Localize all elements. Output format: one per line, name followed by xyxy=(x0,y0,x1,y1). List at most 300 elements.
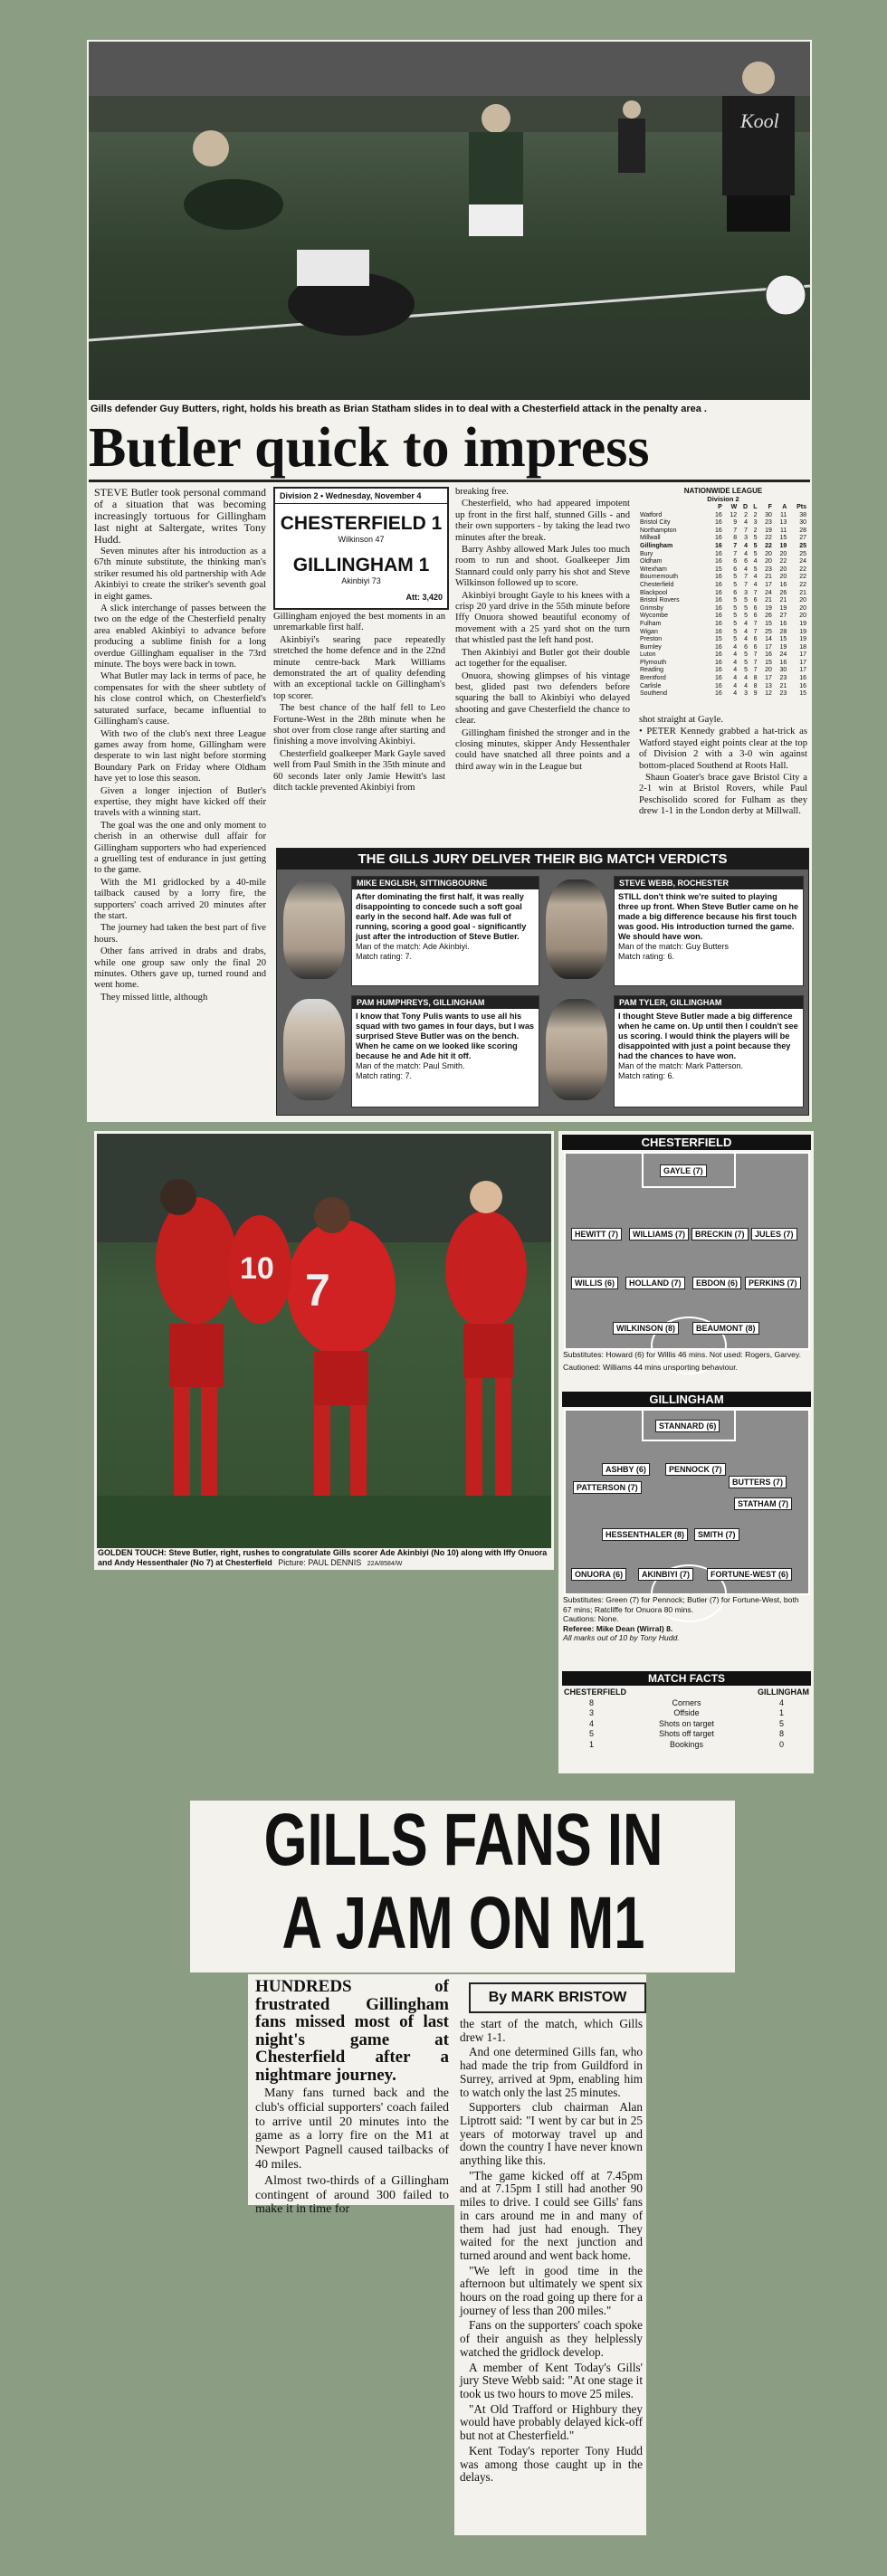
article-para: The journey had taken the best part of five hours. xyxy=(94,923,266,945)
subs-text: Substitutes: Green (7) for Pennock; Butler (7) for Fortune-West, both 67 mins; Ratcliffe for Onuora 80 mins. xyxy=(563,1595,799,1614)
player-label: HOLLAND (7) xyxy=(625,1277,685,1289)
league-cell: 5 xyxy=(744,613,748,620)
league-cell: 4 xyxy=(733,643,738,651)
league-cell: 19 xyxy=(799,628,806,635)
league-cell: 5 xyxy=(733,620,738,627)
player-label: PENNOCK (7) xyxy=(665,1463,726,1476)
league-cell: 16 xyxy=(714,675,722,682)
league-cell: 6 xyxy=(753,636,758,643)
facts-cell: Shots on target xyxy=(658,1718,715,1728)
jury-quote-box xyxy=(351,995,539,1107)
juror-rating: Match rating: 7. xyxy=(356,952,413,961)
celebration-photo xyxy=(97,1134,551,1548)
gillingham-pitch xyxy=(564,1409,810,1595)
jury-entry-2 xyxy=(543,874,805,988)
juror-rating: Match rating: 6. xyxy=(618,1071,675,1080)
league-header-cell: Pts xyxy=(796,504,806,510)
league-cell: 5 xyxy=(744,597,748,604)
league-cell: 2 xyxy=(744,511,748,518)
player-label: ASHBY (6) xyxy=(602,1463,650,1476)
league-cell: 16 xyxy=(765,651,772,659)
article-para: A slick interchange of passes between the two on the edge of the Chesterfield penalty area enabled Akinbiyi to advance before producing a sublime finish for a long overdue Gillingham equaliser in the 73rd minute. The boys were back in town. xyxy=(94,604,266,670)
league-cell: 16 xyxy=(714,651,722,659)
league-cell: 20 xyxy=(765,550,772,557)
league-cell: 3 xyxy=(753,519,758,527)
league-cell: 6 xyxy=(753,597,758,604)
league-cell: 24 xyxy=(779,651,787,659)
league-cell: Bury xyxy=(640,550,653,557)
article-para: Supporters club chairman Alan Liptrott said: "I went by car but in 25 years of motorway travel up and down the country I have never known anything like this. xyxy=(460,2100,643,2168)
match-facts xyxy=(562,1671,811,1750)
league-row xyxy=(639,512,807,520)
league-cell: 9 xyxy=(733,519,738,527)
article-para: Barry Ashby allowed Mark Jules too much room to run and shoot. Goalkeeper Jim Stannard could only parry his shot and Steve Wilkinson followed up to score. xyxy=(455,545,630,589)
league-cell: Chesterfield xyxy=(640,581,674,588)
juror-motm: Man of the match: Mark Patterson. xyxy=(618,1061,744,1070)
gillingham-subs xyxy=(563,1595,809,1643)
second-headline-line-1: GILLS FANS IN xyxy=(263,1799,663,1881)
league-cell: Bristol City xyxy=(640,519,671,527)
league-cell: 4 xyxy=(744,519,748,527)
league-cell: 2 xyxy=(753,511,758,518)
division-line: Division 2 • Wednesday, November 4 xyxy=(275,489,447,504)
league-subtitle: Division 2 xyxy=(707,495,739,503)
player-label: FORTUNE-WEST (6) xyxy=(707,1568,792,1581)
league-cell: Millwall xyxy=(640,535,661,542)
league-cell: 2 xyxy=(753,527,758,534)
league-cell: 7 xyxy=(733,542,738,549)
article-para: Chesterfield goalkeeper Mark Gayle saved well from Paul Smith in the 35th minute and 60 seconds later only Jamie Hewitt's last ditch tackle prevented Akinbiyi from xyxy=(273,748,445,794)
main-headline: Butler quick to impress xyxy=(89,417,650,479)
league-cell: 16 xyxy=(714,643,722,651)
league-cell: 4 xyxy=(744,682,748,689)
league-cell: Watford xyxy=(640,511,663,518)
player-label: WILLIAMS (7) xyxy=(629,1228,689,1240)
league-row xyxy=(639,644,807,652)
home-scorer: Wilkinson 47 xyxy=(338,535,385,544)
league-row xyxy=(639,574,807,582)
league-row xyxy=(639,590,807,598)
league-row xyxy=(639,690,807,699)
league-cell: 13 xyxy=(765,682,772,689)
facts-away-header: GILLINGHAM xyxy=(758,1687,809,1697)
league-cell: 25 xyxy=(799,542,806,549)
league-cell: 5 xyxy=(744,667,748,674)
league-cell: 4 xyxy=(733,667,738,674)
league-cell: 4 xyxy=(733,682,738,689)
league-cell: 5 xyxy=(744,659,748,666)
league-cell: 17 xyxy=(765,581,772,588)
facts-cell: 3 xyxy=(589,1708,595,1717)
second-headline xyxy=(192,1799,735,1965)
league-cell: 7 xyxy=(753,620,758,627)
league-cell: 16 xyxy=(714,690,722,698)
league-cell: 25 xyxy=(765,628,772,635)
league-cell: 19 xyxy=(779,643,787,651)
article-para: Other fans arrived in drabs and drabs, while one group saw only the final 20 minutes. Others gave up, turned round and went home. xyxy=(94,946,266,991)
referee-text: Referee: Mike Dean (Wirral) 8. xyxy=(563,1623,673,1633)
facts-row xyxy=(562,1719,811,1730)
league-cell: 16 xyxy=(714,589,722,596)
league-cell: 15 xyxy=(765,620,772,627)
picture-credit: Picture: PAUL DENNIS xyxy=(278,1558,362,1567)
league-cell: 5 xyxy=(733,636,738,643)
league-cell: 27 xyxy=(779,613,787,620)
league-row xyxy=(639,605,807,613)
league-cell: 5 xyxy=(744,651,748,659)
juror-photo xyxy=(546,879,607,979)
league-cell: 22 xyxy=(799,581,806,588)
article-para: Given a longer injection of Butler's expertise, they might have kicked off their travels with a winning start. xyxy=(94,785,266,819)
league-cell: 4 xyxy=(733,675,738,682)
league-table-box xyxy=(639,487,807,699)
league-cell: 16 xyxy=(714,558,722,566)
league-cell: 16 xyxy=(714,604,722,612)
league-cell: 6 xyxy=(744,643,748,651)
league-cell: 8 xyxy=(753,682,758,689)
article-para: Many fans turned back and the club's official supporters' coach failed to arrive until 20 minutes into the game as a lorry fire on the M1 at Newport Pagnell caused tailbacks of 40 miles. xyxy=(255,2086,449,2172)
league-row xyxy=(639,675,807,683)
league-cell: Plymouth xyxy=(640,659,667,666)
player-label: GAYLE (7) xyxy=(660,1164,707,1177)
league-cell: Burnley xyxy=(640,643,662,651)
league-cell: 19 xyxy=(765,527,772,534)
league-cell: 20 xyxy=(765,558,772,566)
league-cell: 15 xyxy=(714,566,722,573)
league-cell: 6 xyxy=(753,643,758,651)
league-cell: 16 xyxy=(799,675,806,682)
league-cell: Reading xyxy=(640,667,664,674)
league-cell: 7 xyxy=(744,581,748,588)
league-cell: 6 xyxy=(753,613,758,620)
facts-spacer xyxy=(644,1687,730,1698)
away-team-score: GILLINGHAM 1 xyxy=(292,555,430,575)
league-cell: Wigan xyxy=(640,628,658,635)
juror-name: MIKE ENGLISH, SITTINGBOURNE xyxy=(352,877,539,889)
league-cell: 16 xyxy=(714,667,722,674)
league-cell: 16 xyxy=(779,581,787,588)
league-row xyxy=(639,629,807,637)
league-cell: 30 xyxy=(779,667,787,674)
jury-entry-3 xyxy=(281,993,539,1109)
league-cell: 22 xyxy=(799,574,806,581)
league-cell: 4 xyxy=(744,550,748,557)
caption-text: GOLDEN TOUCH: Steve Butler, right, rushes to congratulate Gills scorer Ade Akinbiyi (No 10) along with Iffy Onuora and Andy Hessenthaler (No 7) at Chesterfield xyxy=(98,1548,548,1567)
player-label: HEWITT (7) xyxy=(571,1228,622,1240)
league-cell: Bournemouth xyxy=(640,574,679,581)
league-cell: 4 xyxy=(753,574,758,581)
juror-name: PAM HUMPHREYS, GILLINGHAM xyxy=(352,996,539,1009)
article-para: A member of Kent Today's Gills' jury Steve Webb said: "At one stage it took us two hours to move 25 miles. xyxy=(460,2360,643,2400)
svg-text:7: 7 xyxy=(305,1265,330,1316)
league-cell: 5 xyxy=(753,535,758,542)
league-row xyxy=(639,667,807,675)
league-row xyxy=(639,651,807,660)
league-cell: 5 xyxy=(744,604,748,612)
league-cell: 22 xyxy=(779,558,787,566)
league-cell: 23 xyxy=(779,675,787,682)
league-cell: 22 xyxy=(765,542,772,549)
league-cell: 5 xyxy=(733,613,738,620)
league-cell: 18 xyxy=(799,643,806,651)
scorebox xyxy=(273,487,449,610)
league-cell: Gillingham xyxy=(640,542,673,549)
league-cell: 15 xyxy=(779,636,787,643)
league-cell: 6 xyxy=(744,558,748,566)
league-cell: 7 xyxy=(753,589,758,596)
league-cell: 14 xyxy=(765,636,772,643)
league-cell: 16 xyxy=(714,597,722,604)
league-cell: 5 xyxy=(733,581,738,588)
jury-entry-1 xyxy=(281,874,539,988)
league-cell: 12 xyxy=(765,690,772,698)
league-cell: 7 xyxy=(753,651,758,659)
league-cell: 5 xyxy=(733,597,738,604)
celebration-image xyxy=(97,1134,551,1548)
article-para: What Butler may lack in terms of pace, he compensates for with the sheer subtlety of his close control which, on Chesterfield's saturated surface, became influential to Gillingham's cause. xyxy=(94,671,266,727)
league-row xyxy=(639,683,807,691)
league-cell: 21 xyxy=(765,597,772,604)
jury-panel xyxy=(276,848,809,1116)
player-label: PATTERSON (7) xyxy=(573,1481,642,1494)
league-cell: 24 xyxy=(765,589,772,596)
article-para: the start of the match, which Gills drew 1-1. xyxy=(460,2017,643,2044)
league-cell: 17 xyxy=(799,651,806,659)
article-para: "We left in good time in the afternoon but ultimately we spent six hours on the road going up there for a journey of less than 200 miles." xyxy=(460,2263,643,2317)
article-col-2 xyxy=(273,612,445,795)
league-cell: Southend xyxy=(640,690,667,698)
league-row xyxy=(639,519,807,528)
article-para: "At Old Trafford or Highbury they would have probably delayed kick-off but not at Chesterfield." xyxy=(460,2401,643,2443)
league-cell: 5 xyxy=(753,542,758,549)
league-cell: 4 xyxy=(744,566,748,573)
player-label: HESSENTHALER (8) xyxy=(602,1528,688,1541)
league-cell: 15 xyxy=(714,636,722,643)
league-cell: 16 xyxy=(714,527,722,534)
league-cell: 20 xyxy=(779,566,787,573)
league-header-cell: L xyxy=(753,504,758,510)
headline-rule xyxy=(89,480,810,482)
attendance: Att: 3,420 xyxy=(405,593,443,602)
league-cell: Luton xyxy=(640,651,656,659)
league-cell: 12 xyxy=(730,511,738,518)
facts-cell: 8 xyxy=(778,1729,784,1738)
article-para: • PETER Kennedy grabbed a hat-trick as Watford stayed eight points clear at the top of Division 2 with a 3-0 win against bottom-placed Southend at Roots Hall. xyxy=(639,727,807,771)
league-cell: 7 xyxy=(753,659,758,666)
league-cell: 11 xyxy=(780,527,787,534)
article-para: shot straight at Gayle. xyxy=(639,715,723,725)
article-para: STEVE Butler took personal command of a situation that was becoming increasingly tortuous for Gillingham last night at Saltergate, writes Tony Hudd. xyxy=(94,486,266,546)
article-para: And one determined Gills fan, who had made the trip from Guildford in Surrey, arrived at 9pm, enabling him to watch only the last 25 minutes. xyxy=(460,2045,643,2099)
match-facts-table xyxy=(562,1687,811,1750)
league-cell: 4 xyxy=(744,636,748,643)
league-cell: 38 xyxy=(799,511,806,518)
league-cell: 5 xyxy=(733,574,738,581)
jury-quote-box xyxy=(614,995,804,1107)
league-cell: 20 xyxy=(779,574,787,581)
league-cell: 20 xyxy=(799,613,806,620)
league-header-cell: W xyxy=(730,504,738,510)
league-cell: 5 xyxy=(733,604,738,612)
league-cell: 6 xyxy=(733,589,738,596)
article-para: Kent Today's reporter Tony Hudd was among those caught up in the delays. xyxy=(460,2443,643,2485)
facts-cell: 1 xyxy=(778,1708,784,1717)
league-cell: 20 xyxy=(779,550,787,557)
league-cell: 16 xyxy=(714,628,722,635)
player-label: JULES (7) xyxy=(751,1228,797,1240)
article-para: Akinbiyi's searing pace repeatedly stretched the home defence and in the 22nd minute centre-back Mark Williams demonstrated the art of quality defending with an exceptional tackle on Gillingham's top scorer. xyxy=(273,634,445,701)
jury-quote-box xyxy=(614,876,804,986)
league-header-cell: P xyxy=(718,504,722,510)
juror-photo xyxy=(283,879,345,979)
player-label: WILKINSON (8) xyxy=(613,1322,679,1335)
league-cell: 6 xyxy=(733,566,738,573)
league-cell: 13 xyxy=(779,519,787,527)
league-header-cell: D xyxy=(742,504,748,510)
league-cell: 16 xyxy=(779,659,787,666)
juror-quote: I know that Tony Pulis wants to use all his squad with two games in four days, but I was surprised Steve Butler was on the bench. When he came on we looked like scoring because he and Ade hit it off. xyxy=(356,1012,535,1060)
jury-quote-box xyxy=(351,876,539,986)
league-cell: Blackpool xyxy=(640,589,668,596)
player-label: STANNARD (6) xyxy=(655,1420,720,1432)
article-para: Seven minutes after his introduction as a 67th minute substitute, the thinking man's striker resumed his old partnership with Ade Akinbiyi to create the striker's seventh goal in eight games. xyxy=(94,547,266,602)
subs-text: Substitutes: Howard (6) for Willis 46 mins. Not used: Rogers, Garvey. xyxy=(563,1350,801,1359)
player-label: BEAUMONT (8) xyxy=(692,1322,759,1335)
league-cell: 4 xyxy=(733,690,738,698)
facts-row xyxy=(562,1708,811,1719)
league-cell: 15 xyxy=(779,535,787,542)
league-cell: 4 xyxy=(744,628,748,635)
facts-cell: 8 xyxy=(589,1697,595,1707)
league-cell: 21 xyxy=(765,574,772,581)
league-cell: 17 xyxy=(799,659,806,666)
league-row xyxy=(639,613,807,621)
league-cell: 15 xyxy=(765,659,772,666)
league-cell: 4 xyxy=(733,659,738,666)
league-cell: 4 xyxy=(753,558,758,566)
league-cell: 4 xyxy=(744,620,748,627)
home-team-score: CHESTERFIELD 1 xyxy=(280,513,443,534)
league-cell: 20 xyxy=(799,597,806,604)
league-cell: 17 xyxy=(765,675,772,682)
league-cell: 22 xyxy=(765,535,772,542)
juror-quote: After dominating the first half, it was really disappointing to concede such a soft goal early in the second half. Ade was full of running, scoring a good goal - significantly just after the introduction of Steve Butler. xyxy=(356,892,527,941)
league-cell: 3 xyxy=(744,690,748,698)
league-cell: Fulham xyxy=(640,620,662,627)
league-cell: 19 xyxy=(799,620,806,627)
league-cell: 17 xyxy=(799,667,806,674)
league-cell: 19 xyxy=(799,636,806,643)
league-cell: 16 xyxy=(714,659,722,666)
article-para: They missed little, although xyxy=(100,992,208,1003)
facts-cell: 4 xyxy=(778,1697,784,1707)
league-cell: 9 xyxy=(753,690,758,698)
juror-quote: STILL don't think we're suited to playing three up front. When Steve Butler came on he made a big difference because his first touch was good. His introduction turned the game. We should have won. xyxy=(618,892,799,941)
gillingham-title: GILLINGHAM xyxy=(562,1392,811,1407)
league-cell: 16 xyxy=(714,682,722,689)
chesterfield-subs xyxy=(563,1350,809,1372)
article-para: Onuora, showing glimpses of his vintage best, glided past two defenders before squaring the ball to Akinbiyi who delayed shooting and gave Chesterfield the chance to clear. xyxy=(455,670,630,727)
football-action-image xyxy=(89,42,810,400)
league-cell: 7 xyxy=(753,628,758,635)
league-cell: 7 xyxy=(733,527,738,534)
article-para: Akinbiyi brought Gayle to his knees with a crisp 20 yard drive in the 55th minute before Iffy Onuora showed beautiful economy of movement with a 25 yard shot on the turn that whistled past the left hand post. xyxy=(455,590,630,646)
league-cell: 16 xyxy=(714,519,722,527)
league-cell: 5 xyxy=(753,550,758,557)
league-cell: 4 xyxy=(733,651,738,659)
league-cell: Bristol Rovers xyxy=(640,597,680,604)
article-para: With the M1 gridlocked by a 40-mile tailback caused by a lorry fire, the supporters' coach arrived 20 minutes after the start. xyxy=(94,877,266,921)
cautioned-text: Cautioned: Williams 44 mins unsporting behaviour. xyxy=(563,1362,738,1372)
league-cell: 30 xyxy=(799,519,806,527)
league-cell: 16 xyxy=(714,574,722,581)
svg-text:10: 10 xyxy=(240,1251,274,1286)
article-para: breaking free. xyxy=(455,487,509,497)
player-label: PERKINS (7) xyxy=(745,1277,801,1289)
league-row xyxy=(639,551,807,559)
league-row xyxy=(639,660,807,668)
chesterfield-pitch xyxy=(564,1152,810,1350)
league-cell: 23 xyxy=(765,519,772,527)
league-cell: 20 xyxy=(799,604,806,612)
juror-name: STEVE WEBB, ROCHESTER xyxy=(615,877,803,889)
league-row xyxy=(639,543,807,551)
marks-note: All marks out of 10 by Tony Hudd. xyxy=(563,1633,680,1642)
article-para: Chesterfield, who had appeared impotent up front in the first half, stunned Gills - and their own supporters - by taking the lead two minutes after the break. xyxy=(455,499,630,543)
juror-rating: Match rating: 6. xyxy=(618,952,675,961)
article-para: Gillingham enjoyed the best moments in an unremarkable first half. xyxy=(273,612,445,633)
league-cell: 7 xyxy=(733,550,738,557)
league-row xyxy=(639,535,807,543)
league-cell: 8 xyxy=(753,675,758,682)
article-para: Shaun Goater's brace gave Bristol City a 2-1 win at Bristol Rovers, while Paul Peschisolido scored for Fulham as they drew 1-1 in the London derby at Millwall. xyxy=(639,773,807,817)
facts-cell: 0 xyxy=(778,1739,784,1749)
article-para: With two of the club's next three League games away from home, Gillingham were desperate to win last night before storming Boundary Park on Friday where Oldham have yet to lose this season. xyxy=(94,728,266,784)
league-cell: 16 xyxy=(714,542,722,549)
article-para: Gillingham finished the stronger and in the closing minutes, skipper Andy Hessenthaler could have snatched all three points and a third away win in the League but xyxy=(455,727,630,772)
article-para: The best chance of the half fell to Leo Fortune-West in the 28th minute when he shot over from close range after starting and finishing a move involving Akinbiyi. xyxy=(273,703,445,747)
league-cell: 28 xyxy=(779,628,787,635)
facts-cell: 4 xyxy=(589,1718,595,1728)
player-label: STATHAM (7) xyxy=(734,1497,792,1510)
league-row xyxy=(639,636,807,644)
facts-cell: Corners xyxy=(672,1697,701,1707)
player-label: BUTTERS (7) xyxy=(729,1476,787,1488)
facts-cell: Offside xyxy=(673,1708,700,1717)
league-cell: 16 xyxy=(714,550,722,557)
league-cell: Carlisle xyxy=(640,682,662,689)
chesterfield-title: CHESTERFIELD xyxy=(562,1135,811,1150)
player-label: WILLIS (6) xyxy=(571,1277,618,1289)
league-title: NATIONWIDE LEAGUE xyxy=(683,487,763,495)
league-cell: 6 xyxy=(753,604,758,612)
cautions-text: Cautions: None. xyxy=(563,1614,619,1623)
article-para: Almost two-thirds of a Gillingham contingent of around 300 failed to make it in time for xyxy=(255,2173,449,2217)
second-left-col xyxy=(255,2086,449,2219)
article-col-1 xyxy=(94,487,266,1004)
league-cell: 16 xyxy=(799,682,806,689)
article-col-3 xyxy=(455,487,630,774)
facts-row xyxy=(562,1740,811,1751)
league-cell: 11 xyxy=(780,511,787,518)
league-row xyxy=(639,566,807,575)
league-cell: 4 xyxy=(744,542,748,549)
league-cell: Northampton xyxy=(640,527,677,534)
article-col-4 xyxy=(639,715,807,819)
second-right-col xyxy=(460,2018,643,2486)
league-cell: Grimsby xyxy=(640,604,664,612)
league-cell: 16 xyxy=(714,613,722,620)
